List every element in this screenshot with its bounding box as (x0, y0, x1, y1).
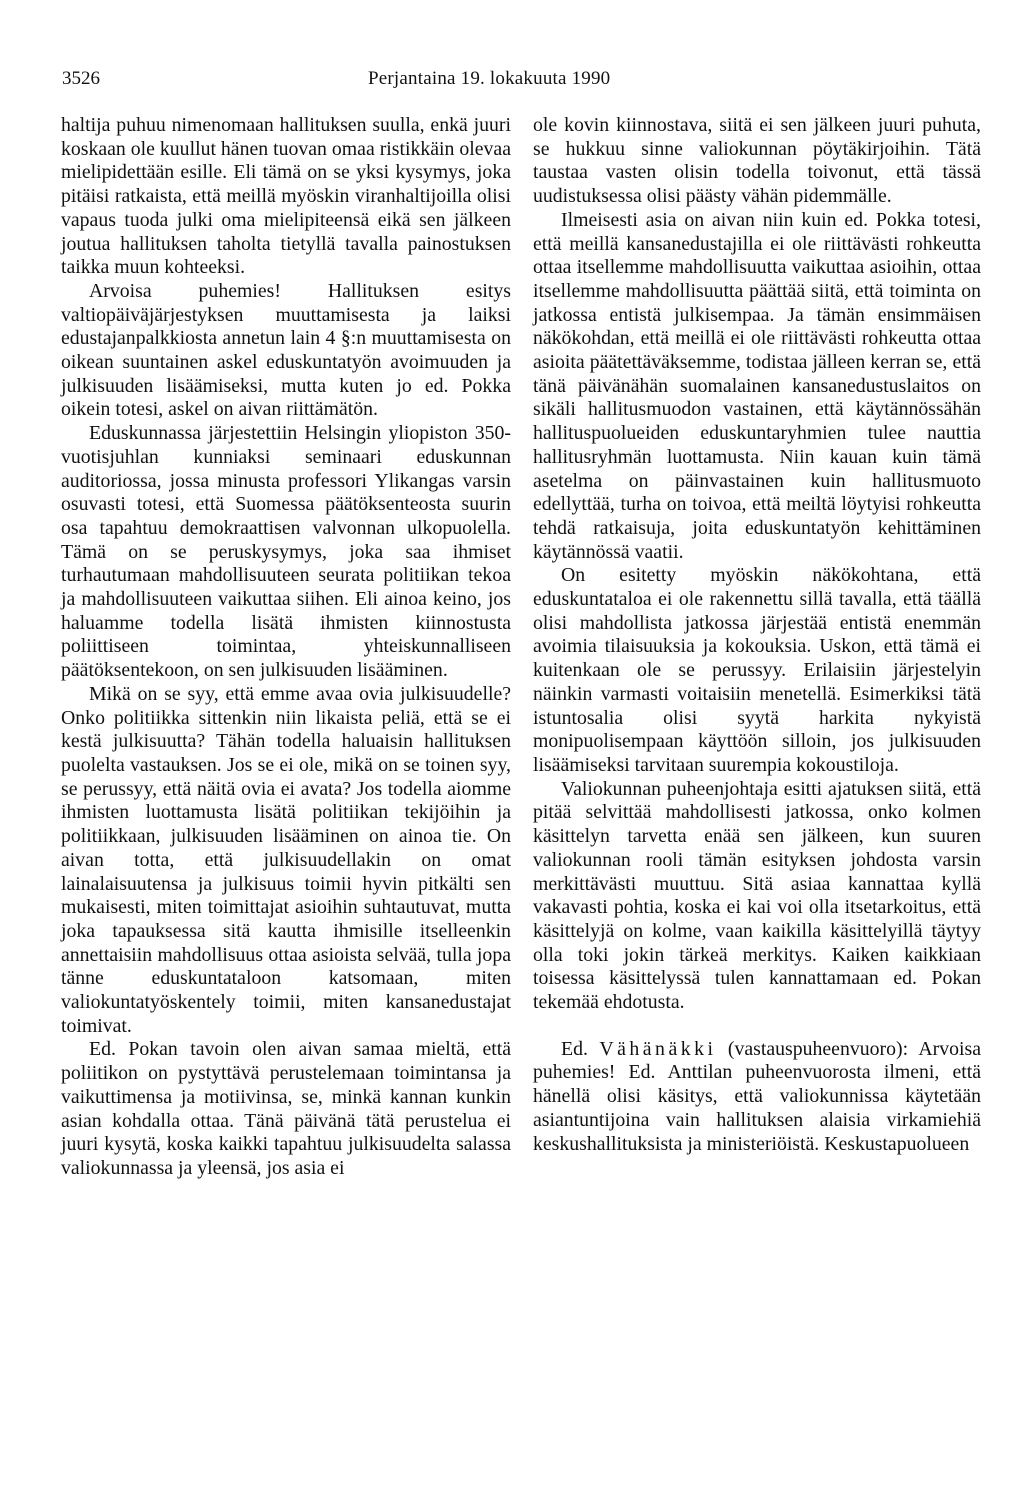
paragraph: Ed. Pokan tavoin olen aivan samaa mieltä, että poliitikon on pystyttävä perustelemaan toimintansa ja vaikuttimensa ja motiivinsa, se, minkä kannan kunkin asian kohdalla ottaa. Tänä päivänä tätä perustelua ei juuri kysytä, koska kaikki tapahtuu julkisuudelta salassa valiokunnassa ja yleensä, jos asia ei (61, 1038, 511, 1179)
speech-text: Arvoisa puhemies! Ed. Anttilan puheenvuorosta ilmeni, että hänellä olisi käsitys, että valiokunnissa käytetään asiantuntijoina vain hallituksen alaisia virkamiehiä keskushallituksista ja ministeriöistä. Keskustapuolueen (533, 1037, 982, 1155)
paragraph: Valiokunnan puheenjohtaja esitti ajatuksen siitä, että pitää selvittää mahdollisesti jatkossa, onko kolmen käsittelyn tarvetta enää sen jälkeen, kun suuren valiokunnan rooli tämän esityksen johdosta varsin merkittävästi muuttuu. Sitä asiaa kannattaa kyllä vakavasti pohtia, koska ei kai voi olla itsetarkoitus, että käsittelyjä on kolme, vaan kaikilla käsittelyillä täytyy olla toki jokin tärkeä merkitys. Kaiken kaikkiaan toisessa käsittelyssä tulen kannattamaan ed. Pokan tekemää ehdotusta. (533, 777, 981, 1014)
paragraph: Ilmeisesti asia on aivan niin kuin ed. Pokka totesi, että meillä kansanedustajilla ei ole riittävästi rohkeutta ottaa itsellemme mahdollisuutta vaikuttaa asioihin, ottaa itsellemme mahdollisuutta päättää siitä, että toiminta on jatkossa entistä julkisempaa. Ja tämän ensimmäisen näkökohdan, että meillä ei ole riittävästi rohkeutta ottaa asioita päätettäväksemme, todistaa jälleen kerran se, että tänä päivänähän suomalainen kansanedustuslaitos on sikäli hallitusmuodon vastainen, että käytännössähän hallituspuolueiden eduskuntaryhmien tulee nauttia hallitusryhmän luottamusta. Niin kauan kuin tämä asetelma on päinvastainen kuin hallitusmuoto edellyttää, turha on toivoa, että meiltä löytyisi rohkeutta tehdä ratkaisuja, joita eduskuntatyön kehittäminen käytännössä vaatii. (533, 208, 981, 563)
paragraph: ole kovin kiinnostava, siitä ei sen jälkeen juuri puhuta, se hukkuu sinne valiokunnan pöytäkirjoihin. Tätä taustaa vasten olisin todella toivonut, että tässä uudistuksessa olisi päästy vähän pidemmälle. (533, 114, 981, 208)
page-number: 3526 (62, 68, 100, 89)
speaker-remark: (vastauspuheenvuoro): (716, 1037, 909, 1060)
speaker-name: Vähänäkki (599, 1037, 717, 1060)
paragraph: haltija puhuu nimenomaan hallituksen suulla, enkä juuri koskaan ole kuullut hänen tuovan omaa ristikkäin olevaa mielipidettään esille. Eli tämä on se yksi kysymys, joka pitäisi ratkaista, että meillä myöskin viranhaltijoilla olisi vapaus tuoda julki oma mielipiteensä eikä sen jälkeen joutua hallituksen taholta tietyllä tavalla painostuksen taikka muun kohteeksi. (61, 114, 511, 279)
speaker-prefix: Ed. (561, 1037, 600, 1060)
paragraph: Mikä on se syy, että emme avaa ovia julkisuudelle? Onko politiikka sittenkin niin likaista peliä, että se ei kestä julkisuutta? Tähän todella haluaisin hallituksen puolelta vastauksen. Jos se ei ole, mikä on se toinen syy, se perussyy, että näitä ovia ei avata? Jos todella aiomme ihmisten luottamusta lisätä politiikan tekijöihin ja politiikkaan, julkisuuden lisääminen on ainoa tie. On aivan totta, että julkisuudellakin on omat lainalaisuutensa ja julkisuus toimii hyvin pitkälti sen mukaisesti, miten toimittajat asioihin suhtautuvat, mutta joka tapauksessa sitä kautta ihmisille itselleenkin annettaisiin mahdollisuus ottaa asioista selvää, tulla jopa tänne eduskuntataloon katsomaan, miten valiokuntatyöskentely toimii, miten kansanedustajat toimivat. (61, 682, 511, 1037)
right-column (533, 114, 981, 1156)
speaker-paragraph (533, 1038, 981, 1157)
left-column (61, 114, 511, 1181)
paragraph: Eduskunnassa järjestettiin Helsingin yliopiston 350-vuotisjuhlan kunniaksi seminaari eduskunnan auditoriossa, jossa minusta professori Ylikangas varsin osuvasti totesi, että Suomessa päätöksenteosta suurin osa tapahtuu demokraattisen valvonnan ulkopuolella. Tämä on se peruskysymys, joka saa ihmiset turhautumaan mahdollisuuteen seurata politiikan tekoa ja mahdollisuuteen vaikuttaa siihen. Eli ainoa keino, jos haluamme todella lisätä ihmisten kiinnostusta poliittiseen toimintaa, yhteiskunnalliseen päätöksentekoon, on sen julkisuuden lisääminen. (61, 422, 511, 682)
page-header (62, 68, 972, 96)
running-title: Perjantaina 19. lokakuuta 1990 (368, 68, 611, 89)
paragraph: On esitetty myöskin näkökohtana, että eduskuntataloa ei ole rakennettu sillä tavalla, että täällä olisi mahdollista jatkossa järjestää entistä enemmän avoimia tilaisuuksia ja kokouksia. Uskon, että tämä ei kuitenkaan ole se perussyy. Erilaisiin järjestelyin näinkin varmasti voitaisiin menetellä. Esimerkiksi tätä istuntosalia olisi syytä harkita nykyistä monipuolisempaan käyttöön silloin, jos julkisuuden lisäämiseksi tarvitaan suurempia kokoustiloja. (533, 564, 981, 776)
paragraph: Arvoisa puhemies! Hallituksen esitys valtiopäiväjärjestyksen muuttamisesta ja laiksi edustajanpalkkiosta annetun lain 4 §:n muuttamisesta on oikean suuntainen askel eduskuntatyön avoimuuden ja julkisuuden lisäämiseksi, mutta kuten jo ed. Pokka oikein totesi, askel on aivan riittämätön. (61, 279, 511, 421)
